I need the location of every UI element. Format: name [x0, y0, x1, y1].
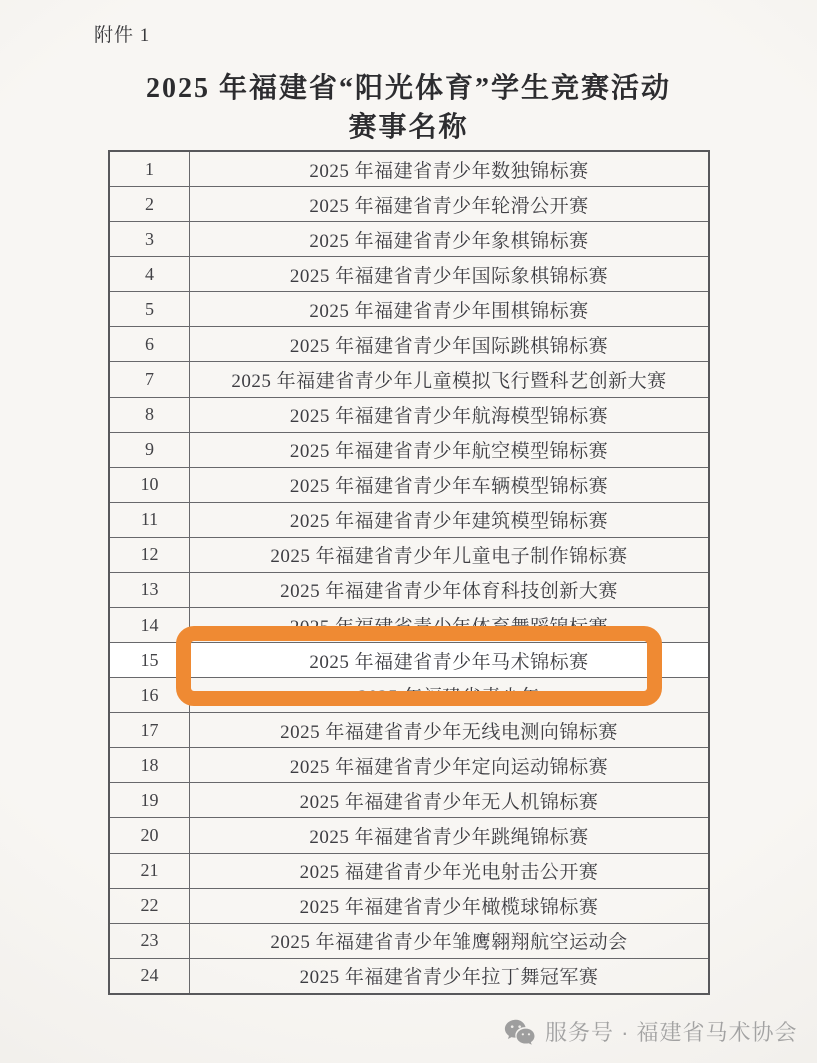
table-row [110, 397, 708, 432]
wechat-icon [504, 1018, 536, 1046]
row-event-name: 2025 年福建省青少年象棋锦标赛 [309, 230, 589, 252]
table-row [110, 537, 708, 572]
table-row [110, 923, 708, 958]
table-row [110, 432, 708, 467]
row-event-name: 2025 年福建省青少年儿童模拟飞行暨科艺创新大赛 [231, 371, 667, 392]
table-row [110, 291, 708, 326]
row-event-name: 2025 年福建省青少年定向运动锦标赛 [289, 756, 609, 778]
table-row [110, 642, 708, 677]
row-event-name: 2025 年福建省青少年体育舞蹈锦标赛 [289, 616, 609, 638]
table-row [110, 853, 708, 888]
row-number: 12 [110, 538, 190, 572]
footer [504, 1016, 798, 1047]
row-number: 23 [110, 924, 190, 958]
table-row [110, 256, 708, 291]
row-number: 1 [110, 152, 190, 186]
table-row [110, 888, 708, 923]
row-number: 21 [110, 854, 190, 888]
row-number: 10 [110, 468, 190, 502]
row-event-name: 2025 年福建省青少年车辆模型锦标赛 [289, 476, 609, 498]
row-event-name: 2025 年福建省青少年无人机锦标赛 [299, 791, 599, 813]
table-row [110, 186, 708, 221]
row-event-name: 2025 年福建省青少年轮滑公开赛 [309, 195, 589, 217]
row-event-name: 2025 年福建省青少年儿童电子制作锦标赛 [270, 546, 628, 568]
row-event-name: 2025 年福建省青少年 [358, 686, 540, 708]
table-row [110, 467, 708, 502]
row-event-name: 2025 年福建省青少年数独锦标赛 [309, 160, 589, 182]
table-row [110, 782, 708, 817]
table-row [110, 152, 708, 186]
table-row [110, 817, 708, 852]
row-number: 20 [110, 818, 190, 852]
row-number: 17 [110, 713, 190, 747]
events-table [108, 150, 710, 995]
table-row [110, 502, 708, 537]
row-number: 19 [110, 783, 190, 817]
attachment-label: 附件 1 [94, 25, 151, 46]
row-event-name: 2025 年福建省青少年国际象棋锦标赛 [289, 265, 609, 287]
row-number: 24 [110, 959, 190, 993]
row-number: 16 [110, 678, 190, 712]
row-number: 2 [110, 187, 190, 221]
row-number: 22 [110, 889, 190, 923]
row-number: 9 [110, 433, 190, 467]
row-number: 5 [110, 292, 190, 326]
row-number: 4 [110, 257, 190, 291]
page-title: 2025 年福建省“阳光体育”学生竞赛活动 [145, 73, 671, 104]
table-row [110, 607, 708, 642]
page-subtitle: 赛事名称 [348, 112, 469, 143]
table-row [110, 572, 708, 607]
row-number: 8 [110, 398, 190, 432]
row-event-name: 2025 福建省青少年光电射击公开赛 [299, 862, 599, 884]
row-number: 7 [110, 362, 190, 396]
row-number: 18 [110, 748, 190, 782]
table-row [110, 326, 708, 361]
row-event-name: 2025 年福建省青少年橄榄球锦标赛 [299, 897, 599, 919]
row-event-name: 2025 年福建省青少年无线电测向锦标赛 [280, 721, 618, 743]
row-event-name: 2025 年福建省青少年围棋锦标赛 [309, 300, 589, 322]
row-event-name: 2025 年福建省青少年雏鹰翱翔航空运动会 [270, 932, 628, 954]
row-event-name: 2025 年福建省青少年航空模型锦标赛 [289, 441, 609, 463]
row-number: 11 [110, 503, 190, 537]
footer-account-label: 服务号 · 福建省马术协会 [545, 1020, 798, 1045]
row-number: 13 [110, 573, 190, 607]
row-number: 3 [110, 222, 190, 256]
table-row [110, 958, 708, 993]
table-row [110, 361, 708, 396]
table-row [110, 221, 708, 256]
row-event-name: 2025 年福建省青少年建筑模型锦标赛 [289, 511, 609, 533]
table-row [110, 747, 708, 782]
row-number: 6 [110, 327, 190, 361]
row-event-name: 2025 年福建省青少年国际跳棋锦标赛 [289, 335, 609, 357]
table-row [110, 712, 708, 747]
row-number: 14 [110, 608, 190, 642]
row-event-name: 2025 年福建省青少年体育科技创新大赛 [280, 581, 618, 603]
row-event-name: 2025 年福建省青少年马术锦标赛 [309, 651, 589, 673]
table-row [110, 677, 708, 712]
row-event-name: 2025 年福建省青少年拉丁舞冠军赛 [299, 967, 599, 989]
row-event-name: 2025 年福建省青少年航海模型锦标赛 [289, 406, 609, 428]
row-number: 15 [110, 643, 190, 677]
row-event-name: 2025 年福建省青少年跳绳锦标赛 [309, 827, 589, 849]
